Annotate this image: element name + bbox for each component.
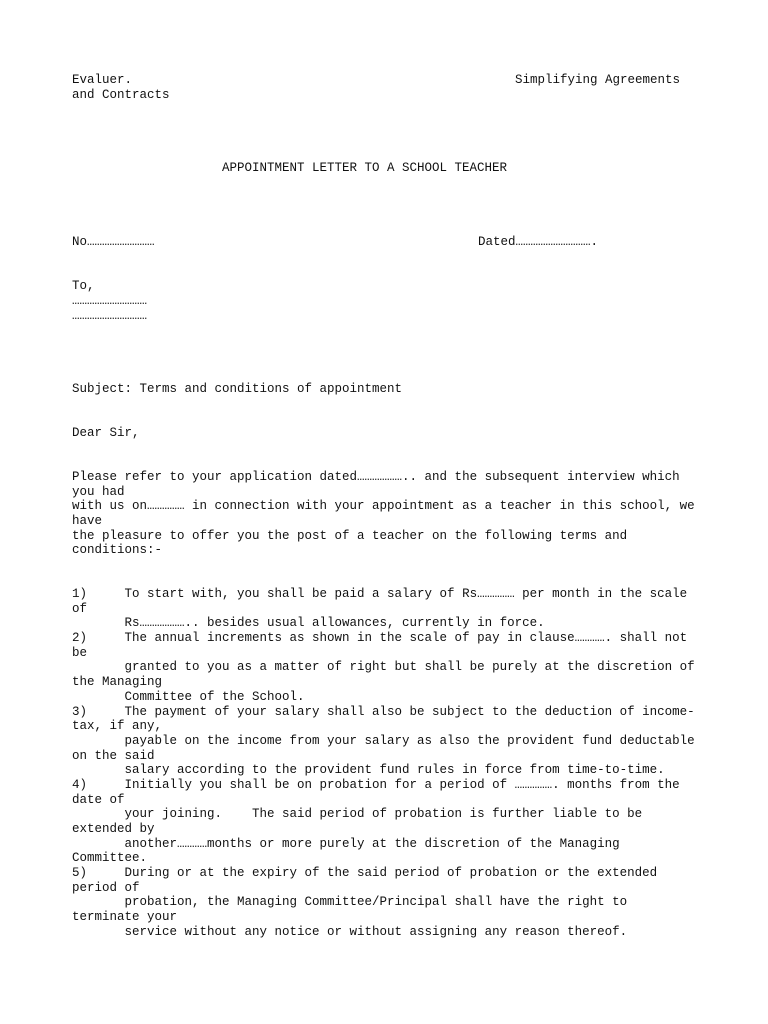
clause-line: of	[72, 602, 88, 616]
intro-line: with us on…………… in connection with your appointment as a teacher in this school, we	[72, 499, 695, 513]
intro-line: have	[72, 514, 103, 528]
intro-line: Please refer to your application dated……………….. and the subsequent interview which	[72, 470, 680, 484]
clause-line: 1) To start with, you shall be paid a salary of Rs…………… per month in the scale	[72, 587, 688, 601]
clause-line: terminate your	[72, 910, 178, 924]
clause-line: 3) The payment of your salary shall also be subject to the deduction of income-	[72, 705, 695, 719]
reference-number: No………………………	[72, 235, 155, 249]
clause-line: your joining. The said period of probation is further liable to be	[72, 807, 643, 821]
clause-line: service without any notice or without assigning any reason thereof.	[72, 925, 628, 939]
clause-line: on the said	[72, 749, 155, 763]
clause-line: Committee of the School.	[72, 690, 305, 704]
letter-date: Dated………………………….	[478, 235, 599, 249]
clause-line: period of	[72, 881, 140, 895]
clause-line: be	[72, 646, 88, 660]
document-title: APPOINTMENT LETTER TO A SCHOOL TEACHER	[222, 161, 508, 175]
subject-line: Subject: Terms and conditions of appointment	[72, 382, 403, 396]
intro-line: you had	[72, 485, 125, 499]
clause-line: 2) The annual increments as shown in the scale of pay in clause…………. shall not	[72, 631, 688, 645]
clause-line: the Managing	[72, 675, 163, 689]
clause-line: granted to you as a matter of right but shall be purely at the discretion of	[72, 660, 695, 674]
clause-line: 5) During or at the expiry of the said period of probation or the extended	[72, 866, 658, 880]
clause-line: 4) Initially you shall be on probation for a period of ……………. months from the	[72, 778, 680, 792]
address-line-2: …………………………	[72, 309, 148, 323]
clause-line: date of	[72, 793, 125, 807]
clause-line: Rs……………….. besides usual allowances, currently in force.	[72, 616, 545, 630]
header-left-line1: Evaluer.	[72, 73, 133, 87]
header-left-line2: and Contracts	[72, 88, 170, 102]
clause-line: tax, if any,	[72, 719, 163, 733]
clause-line: salary according to the provident fund rules in force from time-to-time.	[72, 763, 665, 777]
intro-line: the pleasure to offer you the post of a teacher on the following terms and	[72, 529, 628, 543]
clause-line: another…………months or more purely at the discretion of the Managing	[72, 837, 620, 851]
header-right: Simplifying Agreements	[515, 73, 681, 87]
clause-line: extended by	[72, 822, 155, 836]
clause-line: probation, the Managing Committee/Principal shall have the right to	[72, 895, 628, 909]
salutation: Dear Sir,	[72, 426, 140, 440]
address-line-1: …………………………	[72, 294, 148, 308]
clause-line: payable on the income from your salary as also the provident fund deductable	[72, 734, 695, 748]
intro-line: conditions:-	[72, 543, 163, 557]
clause-line: Committee.	[72, 851, 148, 865]
address-to: To,	[72, 279, 95, 293]
